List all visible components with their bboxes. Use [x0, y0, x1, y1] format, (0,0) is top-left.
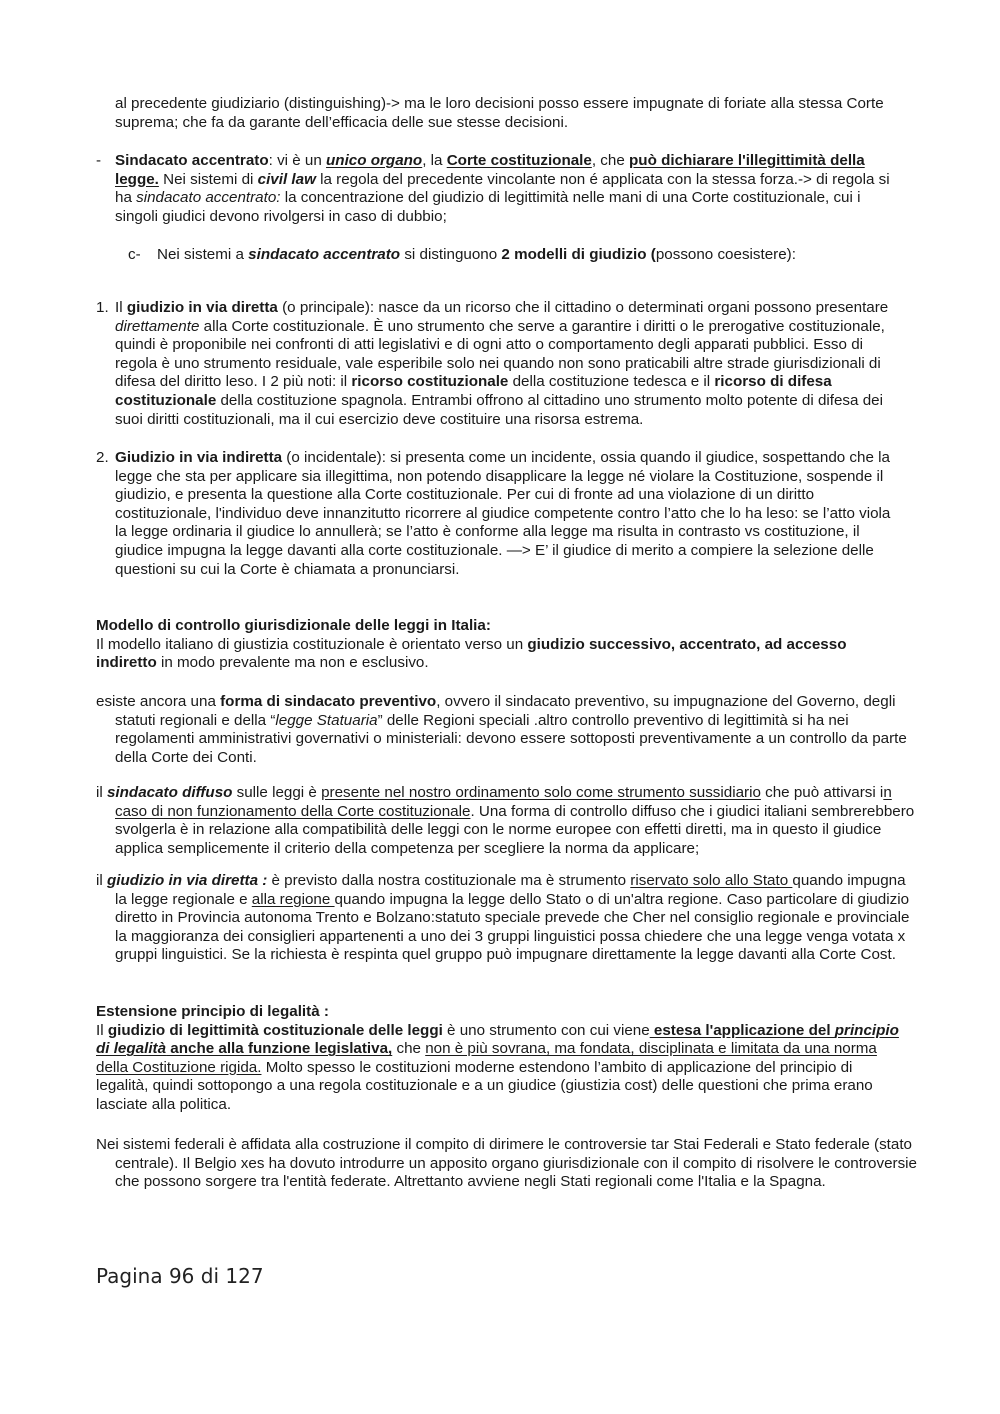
text: possono coesistere):	[655, 246, 796, 263]
paragraph-sindacato-diffuso	[96, 784, 921, 858]
paragraph-sindacato-accentrato	[96, 152, 902, 226]
section-heading: Modello di controllo giurisdizionale delle leggi in Italia:	[96, 617, 491, 634]
paragraph-precedent	[115, 95, 902, 132]
section-estensione-legalita	[96, 1003, 902, 1115]
term-ricorso-costituzionale: ricorso costituzionale	[351, 373, 509, 391]
list-item-giudizio-indiretto	[96, 449, 902, 579]
text: ” delle Regioni speciali .altro controllo preventivo di legittimità si ha nei regolamenti amministrativi governativi o ministeriali: devono essere sottoposti preventivamente a un controllo da parte della Corte dei Conti.	[115, 711, 907, 766]
text: Nei sistemi federali è affidata alla costruzione il compito di dirimere le controversie tar Stai Federali e Stato federale (stato centrale). Il Belgio xes ha dovuto introdurre un apposito organo giurisdizionale con il compito di risolvere le controversie che possono sorgere tra l'entità federate. Altrettanto avviene negli Stati regionali come l'Italia e la Spagna.	[96, 1136, 917, 1191]
term-giudizio-diretta: giudizio in via diretta :	[106, 872, 268, 889]
text: alla Corte costituzionale. È uno strumento che serve a garantire i diritti o le prerogative costituzionale, quindi è proponibile nei confronti di atti legislativi e di ogni atto o comportamento degli apparati pubblici. Esso di regola è uno strumento residuale, vale esperibile solo nei quando non sono praticabili altre strade giurisdizionali di difesa del diritto leso. I 2 più noti: il	[115, 317, 885, 391]
text: : vi è un	[268, 152, 327, 169]
text: la regola del precedente vincolante non é applicata con la stessa forza.-> di regola si ha	[115, 170, 890, 207]
text: Nei sistemi di	[158, 170, 258, 188]
text: (o incidentale): si presenta come un incidente, ossia quando il giudice, sospettando che la legge che sta per applicare sia illegittima, non potendo disapplicare la legge né violare la Costituzione, sospende il giudizio, e presenta la questione alla Corte costituzionale. Per cui di fronte ad una violazione di un diritto costituzionale, l'individuo deve innanzitutto ricorrere al giudice competente contro l’atto che lo ha leso: se l’atto viola la legge ordinaria il giudice lo annullerà; se l’atto è conforme alla legge ma risulta in contrasto vs costituzione, il giudice impugna la legge davanti alla corte costituzionale. —> E’ il giudice di merito a compiere la selezione delle questioni su cui la Corte è chiamata a pronunciarsi.	[115, 449, 891, 578]
text: il	[96, 784, 107, 801]
term-sindacato-accentrato: sindacato accentrato	[248, 246, 401, 263]
term-direttamente: direttamente	[115, 317, 200, 335]
underlined-text: anche alla funzione legislativa,	[166, 1040, 393, 1058]
list-marker-c: c-	[128, 246, 141, 263]
underlined-text: alla regione	[251, 890, 335, 908]
term-principio-legalita: principio di legalità	[96, 1021, 899, 1058]
term-unico-organo: unico organo	[326, 152, 423, 169]
term-sindacato-accentrato-italic: sindacato accentrato:	[136, 189, 281, 207]
underlined-text: presente nel nostro ordinamento solo come strumento sussidiario	[321, 784, 761, 801]
text: Nei sistemi a	[157, 246, 249, 263]
text: la concentrazione del giudizio di legittimità nelle mani di una Corte costituzionale, cui i singoli giudici devono rivolgersi in caso di dubbio;	[115, 189, 861, 225]
text: quando impugna la legge dello Stato o di un'altra regione. Caso particolare di giudizio diretto in Provincia autonoma Trento e Bolzano:statuto speciale prevede che Cher nel consiglio regionale e provinciale la maggioranza dei consiglieri appartenenti a uno dei 3 gruppi linguistici possa chiedere che una legge venga votata x gruppi linguistici. Se la richiesta è respinta quel gruppo può impugnare direttamente la legge davanti alla Corte Cost.	[115, 890, 910, 964]
text: , ovvero il sindacato preventivo, su impugnazione del Governo, degli statuti regionali e della “	[115, 693, 896, 729]
text: Il modello italiano di giustizia costituzionale è orientato verso un	[96, 635, 528, 653]
term-ricorso-difesa: ricorso di difesa costituzionale	[115, 373, 832, 409]
text: al precedente giudiziario (distinguishing)-> ma le loro decisioni posso essere impugnate di foriate alla stessa Corte suprema; che fa da garante dell’efficacia delle sue stesse decisioni.	[115, 95, 884, 131]
text: esiste ancora una	[96, 693, 221, 710]
term-sindacato-accentrato: Sindacato accentrato	[115, 152, 269, 169]
term-giudizio-successivo: giudizio successivo, accentrato, ad accesso indiretto	[96, 635, 847, 672]
paragraph-sistemi-federali	[96, 1136, 921, 1192]
text: Il	[115, 299, 127, 316]
text: , la	[422, 152, 447, 169]
text: è previsto dalla nostra costituzionale ma è strumento	[267, 872, 631, 889]
text: Molto spesso le costituzioni moderne estendono l’ambito di applicazione del principio di legalità, quindi sottopongo a una regola costituzionale e a un giudice (giustizia cost) delle questioni che prima erano lasciate alla politica.	[96, 1058, 873, 1113]
underlined-text: riservato solo allo Stato	[630, 872, 793, 889]
section-modello-italia	[96, 617, 902, 673]
list-item-giudizio-diretto	[96, 299, 902, 429]
list-number: 1.	[96, 299, 109, 316]
term-illegittimita: può dichiarare l'illegittimità della legge.	[115, 152, 865, 188]
text: si distinguono	[400, 246, 502, 263]
underlined-text: non è più sovrana, ma fondata, disciplinata e limitata da una norma della Costituzione rigida.	[96, 1040, 877, 1076]
text: Il	[96, 1021, 108, 1039]
text: . Una forma di controllo diffuso che i giudici italiani sembrerebbero svolgerla è in relazione alla compatibilità delle leggi con le norme europee con effetti diretti, ma in questo il giudice applica semplicemente il criterio della competenza per scegliere la norma da applicare;	[115, 802, 915, 857]
term-sindacato-diffuso: sindacato diffuso	[106, 784, 233, 801]
text: che può attivarsi i	[760, 784, 884, 801]
term-2-modelli: 2 modelli di giudizio (	[501, 246, 656, 263]
term-giudizio-diretta: giudizio in via diretta	[126, 299, 278, 316]
term-giudizio-legittimita: giudizio di legittimità costituzionale delle leggi	[107, 1021, 443, 1039]
page-number-footer: Pagina 96 di 127	[96, 1264, 264, 1288]
text: che	[392, 1040, 426, 1058]
underlined-text: n caso di non funzionamento della Corte costituzionale	[115, 784, 892, 820]
text: della costituzione spagnola. Entrambi offrono al cittadino uno strumento molto potente di difesa dei suoi diritti costituzionali, ma il cui esercizio deve costituire una risorsa estrema.	[115, 391, 883, 428]
paragraph-models-intro	[128, 246, 902, 265]
text: è uno strumento con cui viene	[442, 1021, 650, 1039]
text: sulle leggi è	[232, 784, 322, 801]
paragraph-giudizio-diretto-italia	[96, 872, 921, 965]
term-giudizio-indiretta: Giudizio in via indiretta	[115, 449, 283, 466]
underlined-text: estesa l'applicazione del	[649, 1021, 835, 1039]
text: della costituzione tedesca e il	[508, 373, 715, 391]
list-dash: -	[96, 152, 102, 169]
term-sindacato-preventivo: forma di sindacato preventivo	[220, 693, 437, 710]
text: in modo prevalente ma non e esclusivo.	[156, 654, 429, 672]
term-corte-costituzionale: Corte costituzionale	[446, 152, 592, 169]
text: quando impugna la legge regionale e	[115, 872, 906, 908]
text: (o principale): nasce da un ricorso che il cittadino o determinati organi possono presentare	[277, 299, 889, 316]
text: il	[96, 872, 107, 889]
paragraph-sindacato-preventivo	[96, 693, 921, 767]
text: , che	[591, 152, 630, 169]
term-legge-statuaria: legge Statuaria	[275, 711, 378, 729]
term-civil-law: civil law	[257, 170, 316, 188]
list-number: 2.	[96, 449, 109, 466]
section-heading: Estensione principio di legalità :	[96, 1003, 329, 1020]
